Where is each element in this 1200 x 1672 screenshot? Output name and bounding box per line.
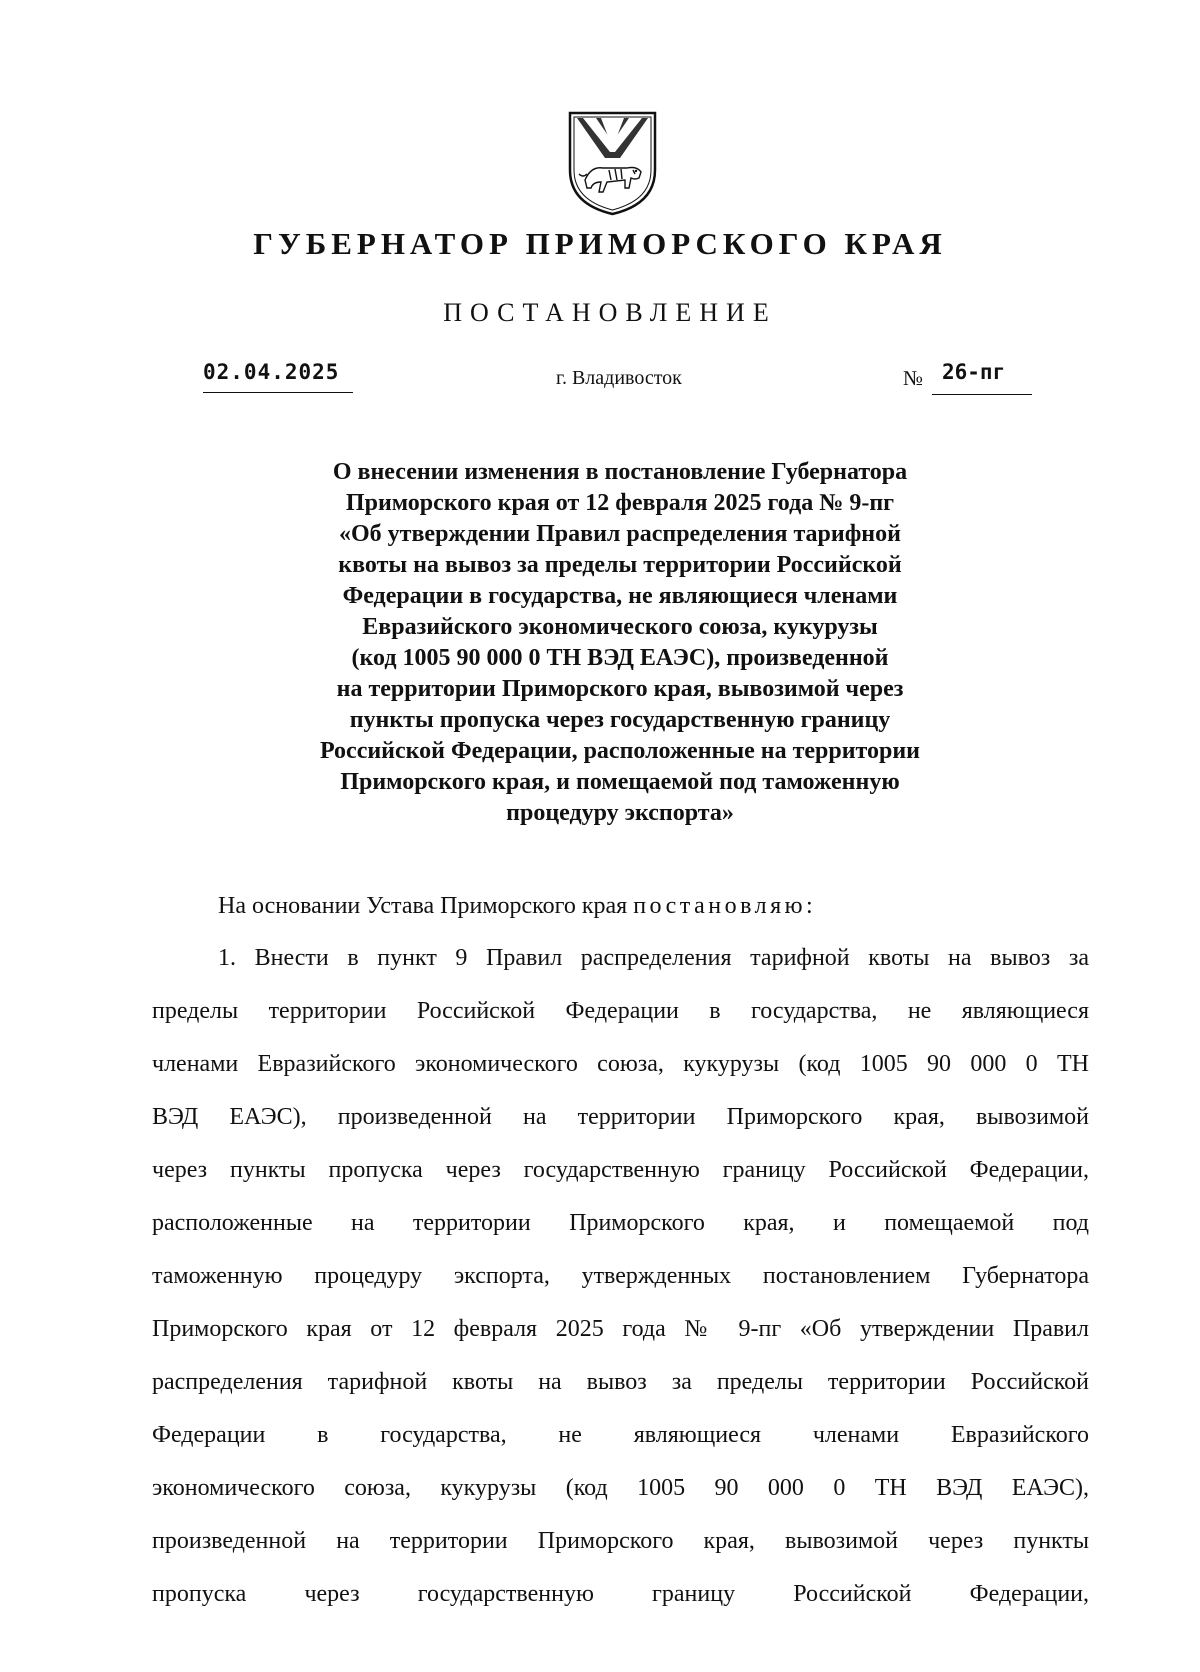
body-line: 1. Внести в пункт 9 Правил распределения тарифной квоты на вывоз за xyxy=(218,945,1089,971)
document-title xyxy=(220,457,1020,829)
title-line: Федерации в государства, не являющиеся членами xyxy=(342,583,898,609)
preamble-text: На основании Устава Приморского края xyxy=(218,893,634,919)
title-line: Приморского края, и помещаемой под таможенную xyxy=(340,769,900,795)
title-line: Российской Федерации, расположенные на территории xyxy=(319,738,921,764)
title-line: пункты пропуска через государственную границу xyxy=(349,707,891,733)
title-line: на территории Приморского края, вывозимой через xyxy=(336,676,904,702)
date-underline xyxy=(203,392,353,393)
title-line: Евразийского экономического союза, кукурузы xyxy=(362,614,878,640)
number-underline xyxy=(932,394,1032,395)
title-line: О внесении изменения в постановление Губернатора xyxy=(332,459,908,485)
body-line: таможенную процедуру экспорта, утвержденных постановлением Губернатора xyxy=(152,1263,1089,1289)
title-line: Приморского края от 12 февраля 2025 года № 9-пг xyxy=(345,490,895,516)
body-line: членами Евразийского экономического союза, кукурузы (код 1005 90 000 0 ТН xyxy=(152,1051,1089,1077)
document-number: 26-пг xyxy=(942,360,1006,384)
body-line: распределения тарифной квоты на вывоз за пределы территории Российской xyxy=(152,1369,1089,1395)
issuing-authority: ГУБЕРНАТОР ПРИМОРСКОГО КРАЯ xyxy=(253,226,947,261)
preamble-decree-word: постановляю: xyxy=(633,893,817,919)
body-line: через пункты пропуска через государственную границу Российской Федерации, xyxy=(152,1157,1089,1183)
body-line: расположенные на территории Приморского края, и помещаемой под xyxy=(152,1210,1089,1236)
preamble xyxy=(218,893,816,920)
number-sign: № xyxy=(903,366,924,390)
title-line: «Об утверждении Правил распределения тарифной xyxy=(339,521,901,547)
body-line: пределы территории Российской Федерации в государства, не являющиеся xyxy=(152,998,1089,1024)
document-city: г. Владивосток xyxy=(556,367,682,389)
body-line: пропуска через государственную границу Российской Федерации, xyxy=(152,1581,1089,1607)
title-line: процедуру экспорта» xyxy=(506,800,734,826)
body-line: Федерации в государства, не являющиеся членами Евразийского xyxy=(152,1422,1089,1448)
body-line: Приморского края от 12 февраля 2025 года № 9-пг «Об утверждении Правил xyxy=(152,1316,1089,1342)
title-line: квоты на вывоз за пределы территории Российской xyxy=(338,552,902,578)
body-line: ВЭД ЕАЭС), произведенной на территории Приморского края, вывозимой xyxy=(152,1104,1089,1130)
title-line: (код 1005 90 000 0 ТН ВЭД ЕАЭС), произведенной xyxy=(351,645,889,671)
body-line: произведенной на территории Приморского края, вывозимой через пункты xyxy=(152,1528,1089,1554)
document-type: ПОСТАНОВЛЕНИЕ xyxy=(443,298,777,327)
coat-of-arms-icon xyxy=(565,108,660,218)
body-line: экономического союза, кукурузы (код 1005 90 000 0 ТН ВЭД ЕАЭС), xyxy=(152,1475,1089,1501)
document-date: 02.04.2025 xyxy=(203,360,340,384)
